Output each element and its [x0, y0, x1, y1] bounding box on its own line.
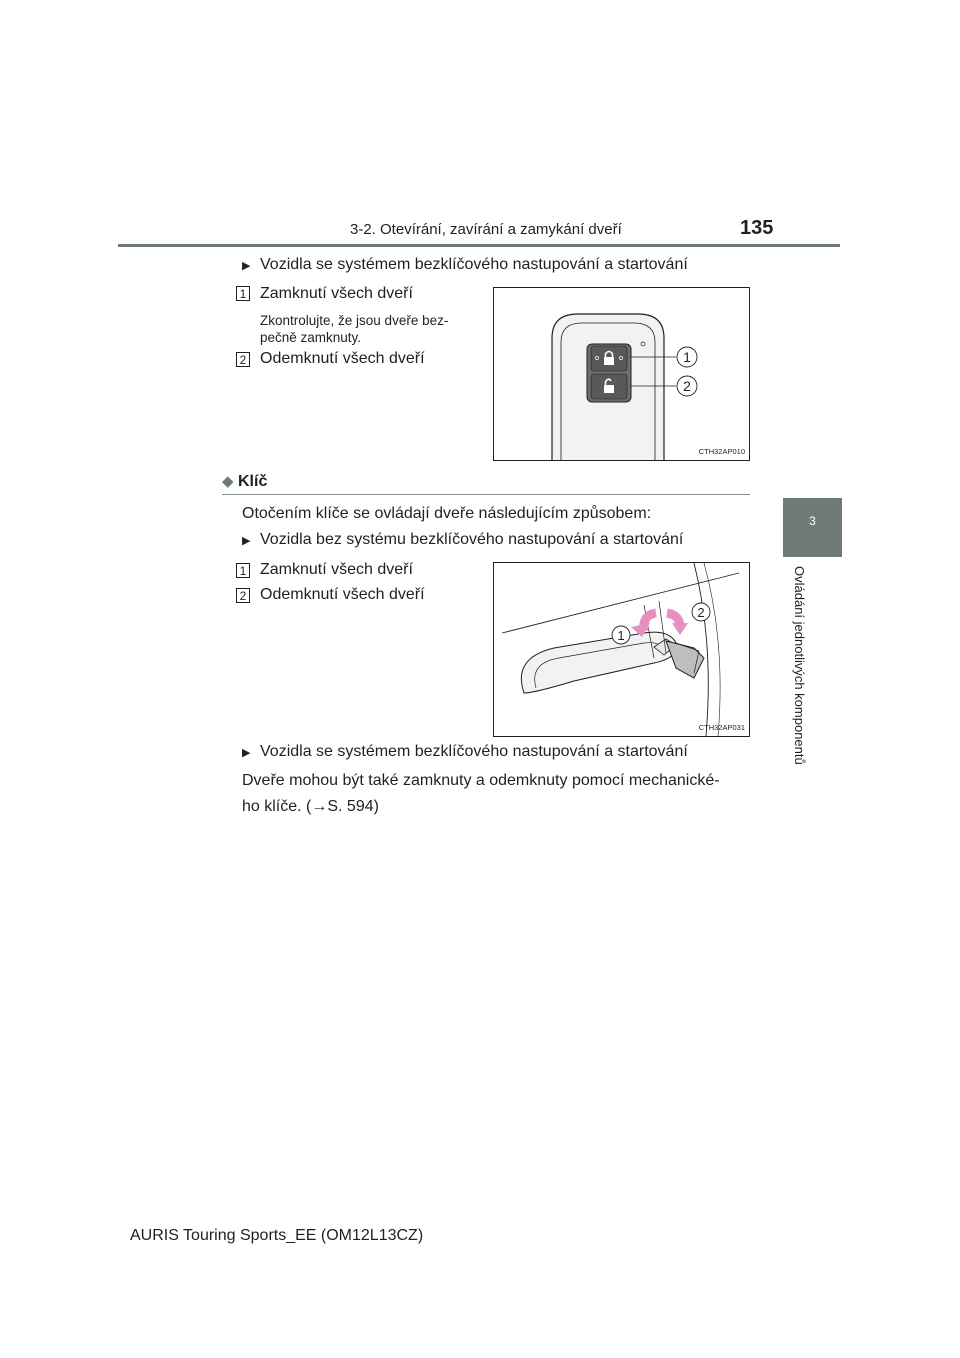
triangle-bullet-icon: ▶ [242, 747, 251, 759]
figure-callout: 1 [683, 349, 691, 365]
figure-callout: 1 [617, 628, 625, 643]
figure-code: CTH32AP010 [698, 447, 745, 456]
door-handle-illustration [494, 563, 749, 736]
door-handle-figure [493, 562, 750, 737]
item-label: Zamknutí všech dveří [260, 285, 413, 302]
smart-key-illustration [494, 288, 749, 460]
header-rule [118, 244, 840, 247]
footer-model: AURIS Touring Sports_EE (OM12L13CZ) [130, 1227, 424, 1244]
diamond-icon: ◆ [222, 473, 234, 490]
chapter-title: Ovládání jednotlivých komponentů [792, 566, 807, 765]
page-number: 135 [740, 217, 774, 239]
callout-number: 1 [236, 563, 250, 578]
item-label: Odemknutí všech dveří [260, 350, 425, 367]
sub2-heading: ▶ Vozidla se systémem bezklíčového nastupování a startování [242, 743, 688, 760]
smart-key-figure [493, 287, 750, 461]
sub2-body-line1: Dveře mohou být také zamknuty a odemknuty pomocí mechanické- [242, 772, 720, 789]
item-note: Zkontrolujte, že jsou dveře bez- pečně zamknuty. [260, 313, 449, 345]
arrow-icon: → [311, 798, 328, 815]
sub1-heading: ▶ Vozidla bez systému bezklíčového nastupování a startování [242, 531, 684, 548]
chapter-number: 3 [809, 514, 816, 528]
block1-heading: ▶ Vozidla se systémem bezklíčového nastupování a startování [242, 256, 688, 273]
figure-code: CTH32AP031 [698, 723, 745, 732]
callout-number: 2 [236, 352, 250, 367]
item-label: Zamknutí všech dveří [260, 561, 413, 578]
figure-callout: 2 [697, 605, 705, 620]
section-title: 3-2. Otevírání, zavírání a zamykání dveří [350, 221, 622, 238]
item-label: Odemknutí všech dveří [260, 586, 425, 603]
key-section-title: ◆ Klíč [222, 473, 268, 490]
page-reference-link[interactable]: S. 594) [327, 798, 379, 815]
callout-number: 2 [236, 588, 250, 603]
triangle-bullet-icon: ▶ [242, 535, 251, 547]
section-rule [222, 494, 750, 495]
figure-callout: 2 [683, 378, 691, 394]
triangle-bullet-icon: ▶ [242, 260, 251, 272]
key-intro: Otočením klíče se ovládají dveře následujícím způsobem: [242, 505, 652, 522]
callout-number: 1 [236, 286, 250, 301]
chapter-tab [783, 498, 842, 557]
sub2-body-line2: ho klíče. (→S. 594) [242, 798, 379, 815]
